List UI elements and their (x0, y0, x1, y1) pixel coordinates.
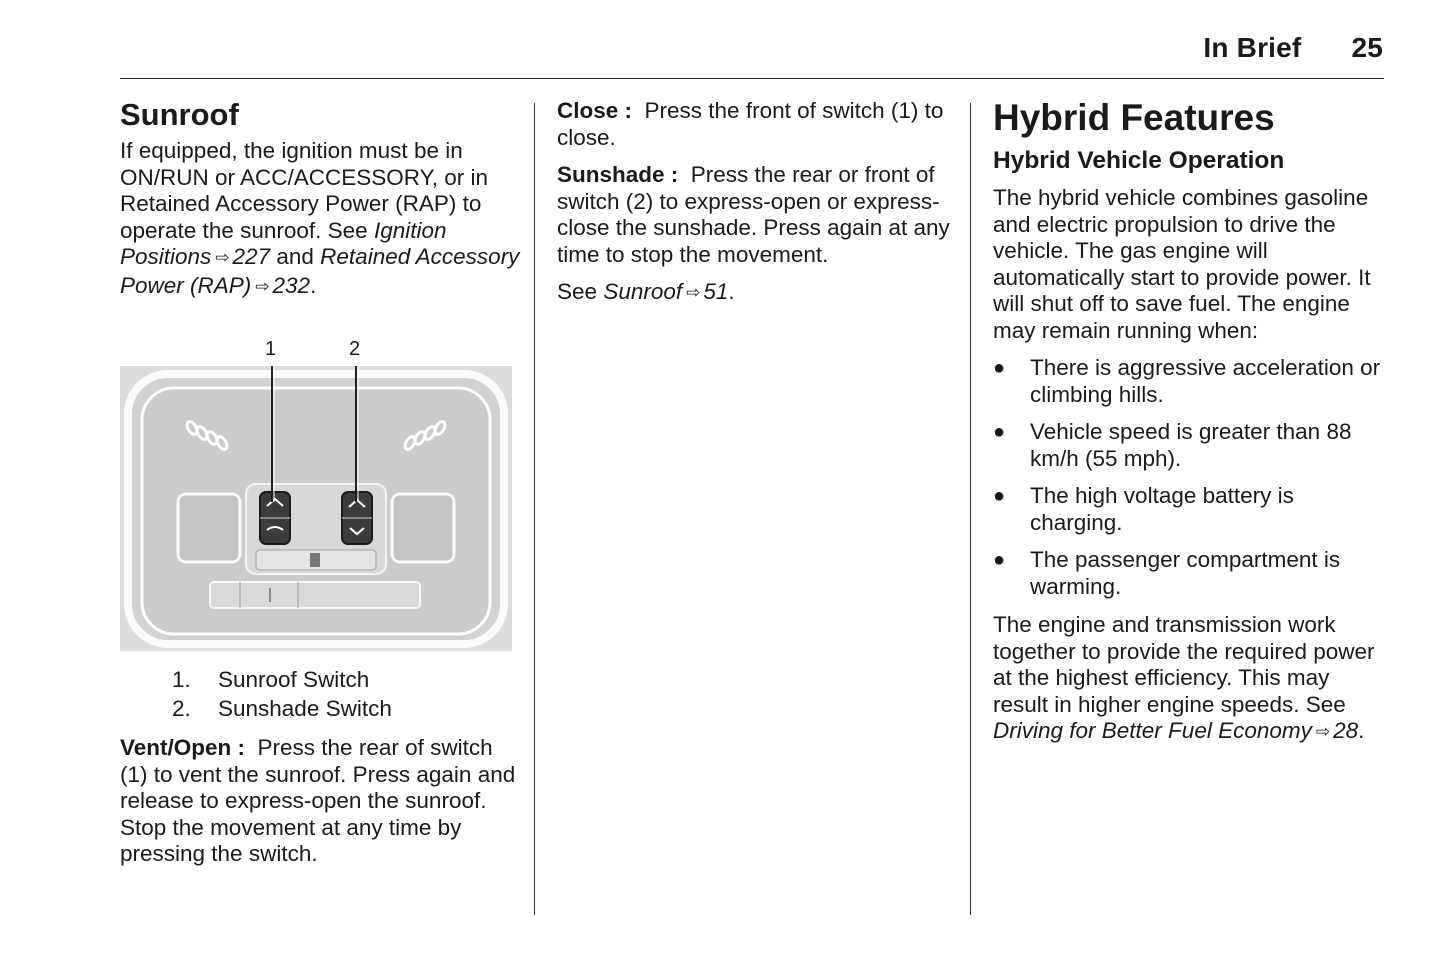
xref-page: 51 (703, 279, 729, 304)
list-item-text: The high voltage battery is charging. (1030, 483, 1294, 535)
caption-text: Sunshade Switch (218, 696, 392, 721)
xref-title: Ignition Positions (120, 217, 447, 269)
callout-2: 2 (349, 338, 361, 360)
close-text: Press the front of switch (1) to close. (557, 98, 944, 150)
overhead-console-figure (120, 336, 512, 651)
see-label: See (557, 279, 598, 304)
sunroof-intro: If equipped, the ignition must be in ON/RUN or ACC/ACCESSORY, or in Retained Accessory Power (RAP) to operate the sunroof. See Ignition Positions ⇨ 227 and Retained Accessory Power (RAP) ⇨ 232. (120, 138, 520, 301)
sunroof-intro-text: If equipped, the ignition must be in ON/RUN or ACC/ACCESSORY, or in Retained Accessory Power (RAP) to operate the sunroof. See (120, 138, 489, 243)
xref-arrow-icon: ⇨ (1315, 722, 1331, 741)
xref-page: 232 (272, 272, 311, 298)
map-light-left (178, 494, 240, 562)
bullet-icon: ● (993, 421, 1006, 443)
sunshade-text: Press the rear or front of switch (2) to express-open or express-close the sunshade. Press again at any time to stop the movement. (557, 162, 950, 267)
xref-driving-fuel-economy[interactable] (993, 718, 1358, 743)
bullet-icon: ● (993, 485, 1006, 507)
overhead-console-illustration (120, 366, 512, 651)
hybrid-efficiency-text: The engine and transmission work together to provide the required power at the highest efficiency. This may result in higher engine speeds. See (993, 612, 1375, 717)
list-item-text: Vehicle speed is greater than 88 km/h (55 mph). (1030, 419, 1352, 471)
xref-arrow-icon: ⇨ (215, 248, 230, 267)
list-item (993, 355, 1385, 408)
column-middle (557, 98, 952, 319)
section-title: In Brief (1203, 32, 1302, 63)
running-head (1203, 32, 1383, 64)
bullet-icon: ● (993, 549, 1006, 571)
button-strip-icon (310, 553, 320, 567)
sunroof-heading: Sunroof (120, 97, 239, 132)
engine-running-conditions-list (993, 355, 1385, 600)
map-light-right (392, 494, 454, 562)
list-item-text: The passenger compartment is warming. (1030, 547, 1341, 599)
list-item-text: There is aggressive acceleration or climbing hills. (1030, 355, 1381, 407)
xref-page: 227 (232, 244, 271, 269)
page-number: 25 (1351, 32, 1383, 63)
hybrid-efficiency-paragraph: The engine and transmission work together to provide the required power at the highest efficiency. This may result in higher engine speeds. See Driving for Better Fuel Economy ⇨ 28. (993, 612, 1385, 747)
column-divider-2 (970, 103, 971, 915)
caption-text: Sunroof Switch (218, 667, 370, 692)
xref-arrow-icon: ⇨ (686, 283, 701, 302)
sunshade-paragraph (557, 162, 952, 268)
connector-text: and (276, 244, 314, 269)
caption-number: 2. (172, 696, 191, 721)
column-right (993, 96, 1385, 758)
caption-number: 1. (172, 667, 191, 692)
list-item (993, 419, 1385, 472)
xref-page: 28 (1333, 718, 1359, 743)
hybrid-features-heading: Hybrid Features (993, 97, 1275, 138)
lower-panel (210, 582, 420, 608)
xref-title: Sunroof (603, 279, 683, 304)
bullet-icon: ● (993, 357, 1006, 379)
column-left (120, 96, 520, 879)
figure-caption-list (120, 665, 520, 723)
see-sunroof-paragraph: See Sunroof ⇨ 51. (557, 279, 952, 308)
column-divider-1 (534, 103, 535, 915)
caption-item (172, 665, 520, 694)
close-paragraph (557, 98, 952, 151)
list-item (993, 483, 1385, 536)
xref-arrow-icon: ⇨ (255, 276, 270, 296)
hybrid-operation-subheading: Hybrid Vehicle Operation (993, 147, 1285, 174)
vent-open-term: Vent/Open : (120, 735, 246, 760)
xref-sunroof[interactable] (603, 279, 728, 304)
xref-title: Driving for Better Fuel Economy (993, 718, 1312, 743)
vent-open-text: Press the rear of switch (1) to vent the sunroof. Press again and release to express-open the sunroof. Stop the movement at any time by pressing the switch. (120, 735, 516, 866)
header-rule (120, 78, 1384, 79)
callout-1: 1 (265, 338, 277, 360)
sunshade-term: Sunshade : (557, 162, 679, 187)
close-term: Close : (557, 98, 633, 123)
list-item (993, 547, 1385, 600)
caption-item (172, 694, 520, 723)
hybrid-intro-paragraph: The hybrid vehicle combines gasoline and electric propulsion to drive the vehicle. The gas engine will automatically start to provide power. It will shut off to save fuel. The engine may remain running when: (993, 185, 1371, 343)
vent-open-paragraph (120, 735, 520, 868)
sunroof-switch-icon (260, 492, 290, 544)
xref-title: Retained Accessory Power (RAP) (120, 244, 520, 298)
